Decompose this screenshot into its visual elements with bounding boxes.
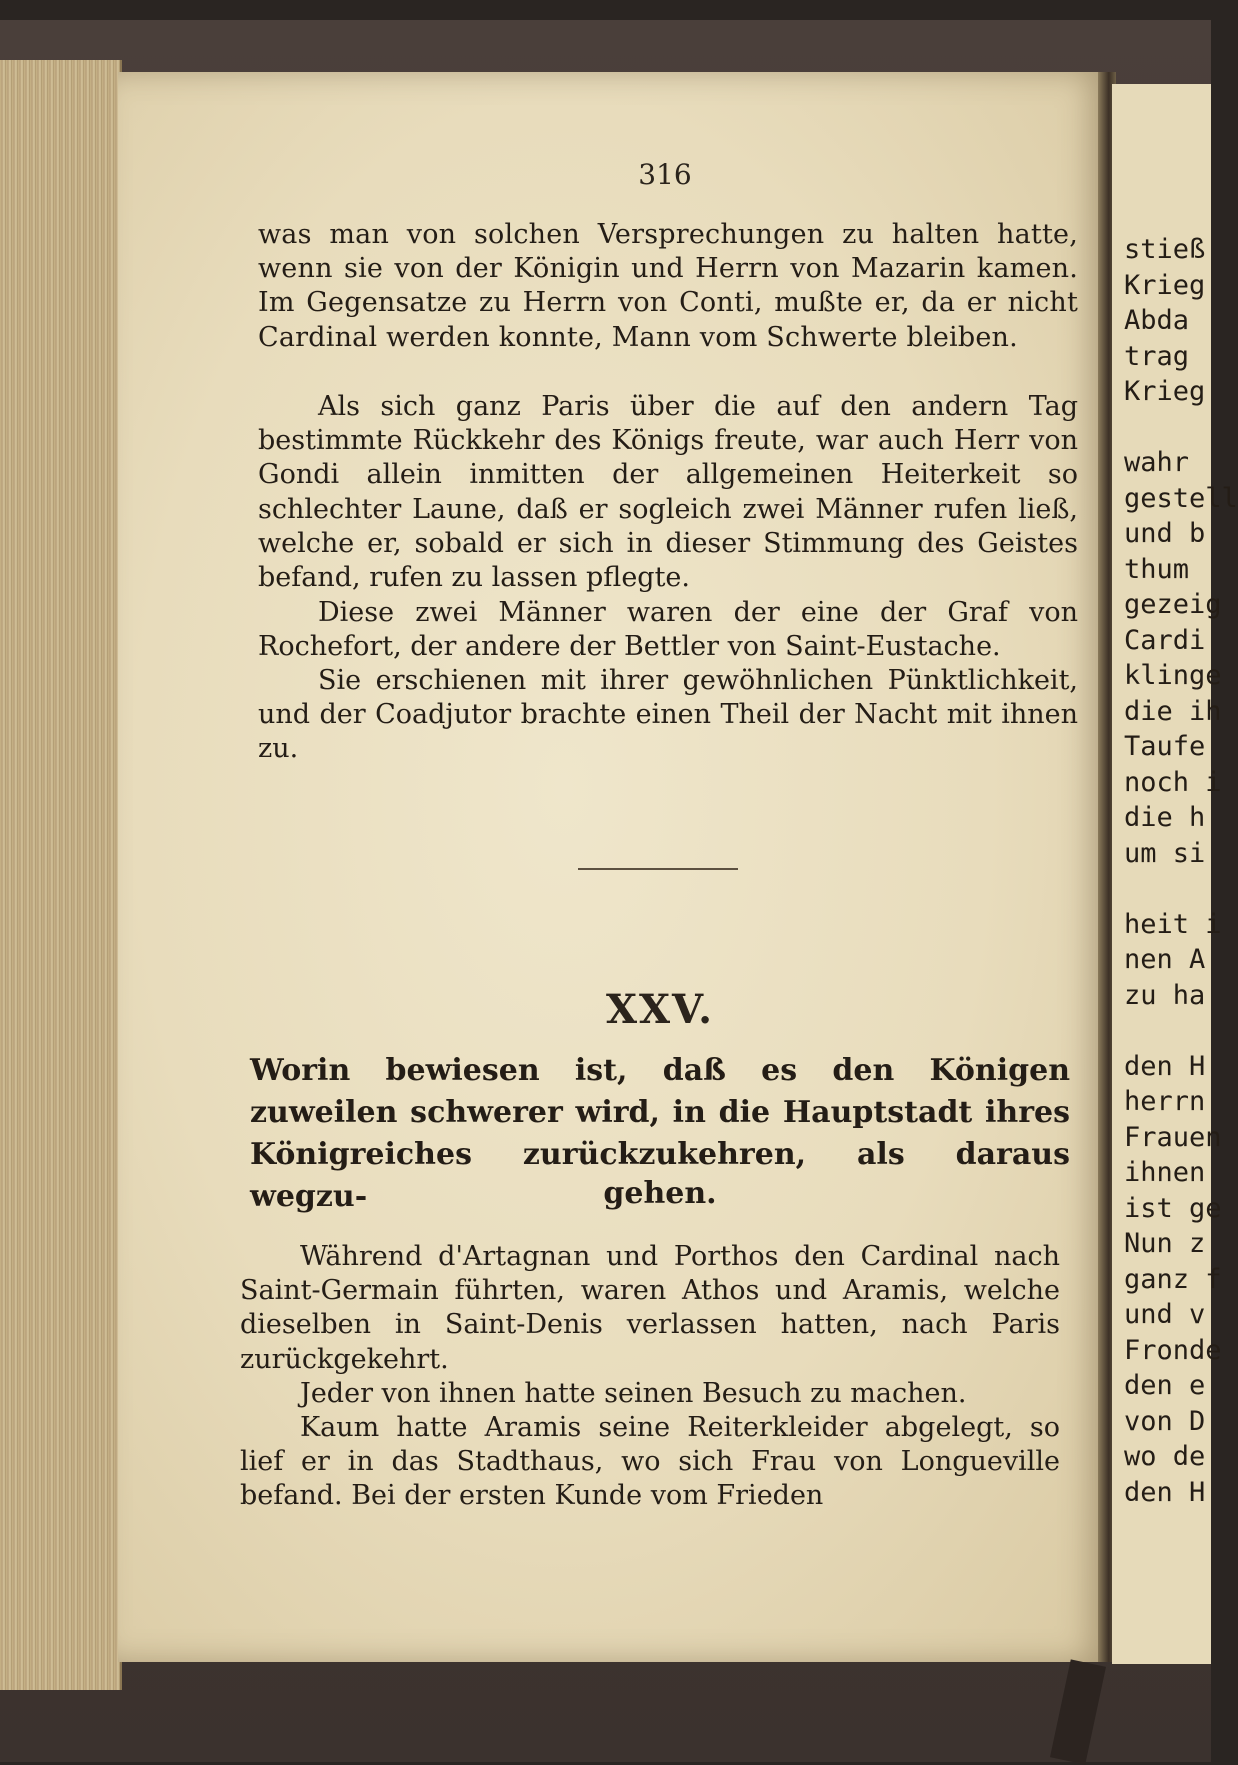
chapter-title-end: gehen. [603, 1176, 717, 1211]
paragraph-3: Diese zwei Männer waren der eine der Graf von Rochefort, der andere der Bettler von Saint-Eustache. [258, 597, 1078, 663]
paragraph-4: Sie erschienen mit ihrer gewöhnlichen Pünktlichkeit, und der Coadjutor brachte einen Theil der Nacht mit ihnen zu. [258, 665, 1078, 765]
section-divider [578, 868, 738, 870]
page-number: 316 [638, 158, 692, 191]
paragraph-2: Als sich ganz Paris über die auf den andern Tag bestimmte Rückkehr des Königs freute, war auch Herr von Gondi allein inmitten der allgemeinen Heiterkeit so schlechter Laune, daß er sogleich zwei Männer rufen ließ, welche er, sobald er sich in dieser Stimmung des Geistes befand, rufen zu lassen pflegte. [258, 391, 1078, 594]
paragraph-1: was man von solchen Versprechungen zu halten hatte, wenn sie von der Königin und Herrn von Mazarin kamen. Im Gegensatze zu Herrn von Conti, mußte er, da er nicht Cardinal werden konnte, Mann vom Schwerte bleiben. [258, 219, 1078, 353]
page-edges [0, 60, 122, 1690]
chapter-title: Worin bewiesen ist, daß es den Königen zuweilen schwerer wird, in die Hauptstadt ihres Königreiches zurückzukehren, als daraus wegzu- [250, 1053, 1070, 1214]
chapter-paragraph-1: Während d'Artagnan und Porthos den Cardinal nach Saint-Germain führten, waren Athos und Aramis, welche dieselben in Saint-Denis verlassen hatten, nach Paris zurückgekehrt. [240, 1241, 1060, 1375]
chapter-body [240, 1240, 1060, 1514]
chapter-paragraph-2: Jeder von ihnen hatte seinen Besuch zu machen. [300, 1377, 967, 1409]
chapter-number: XXV. [605, 986, 715, 1033]
chapter-paragraph-3: Kaum hatte Aramis seine Reiterkleider abgelegt, so lief er in das Stadthaus, wo sich Frau von Longueville befand. Bei der ersten Kunde vom Frieden [240, 1412, 1060, 1512]
facing-page-text: stieß Krieg Abda trag Krieg wahr gestell und b thum gezeig Cardi klinge die ih Taufe noch i die h um si heit i nen A zu ha den H herrn Frauen ihnen ist ge Nun z ganz f und v Fronde den e von D wo de den H [1124, 234, 1238, 1508]
